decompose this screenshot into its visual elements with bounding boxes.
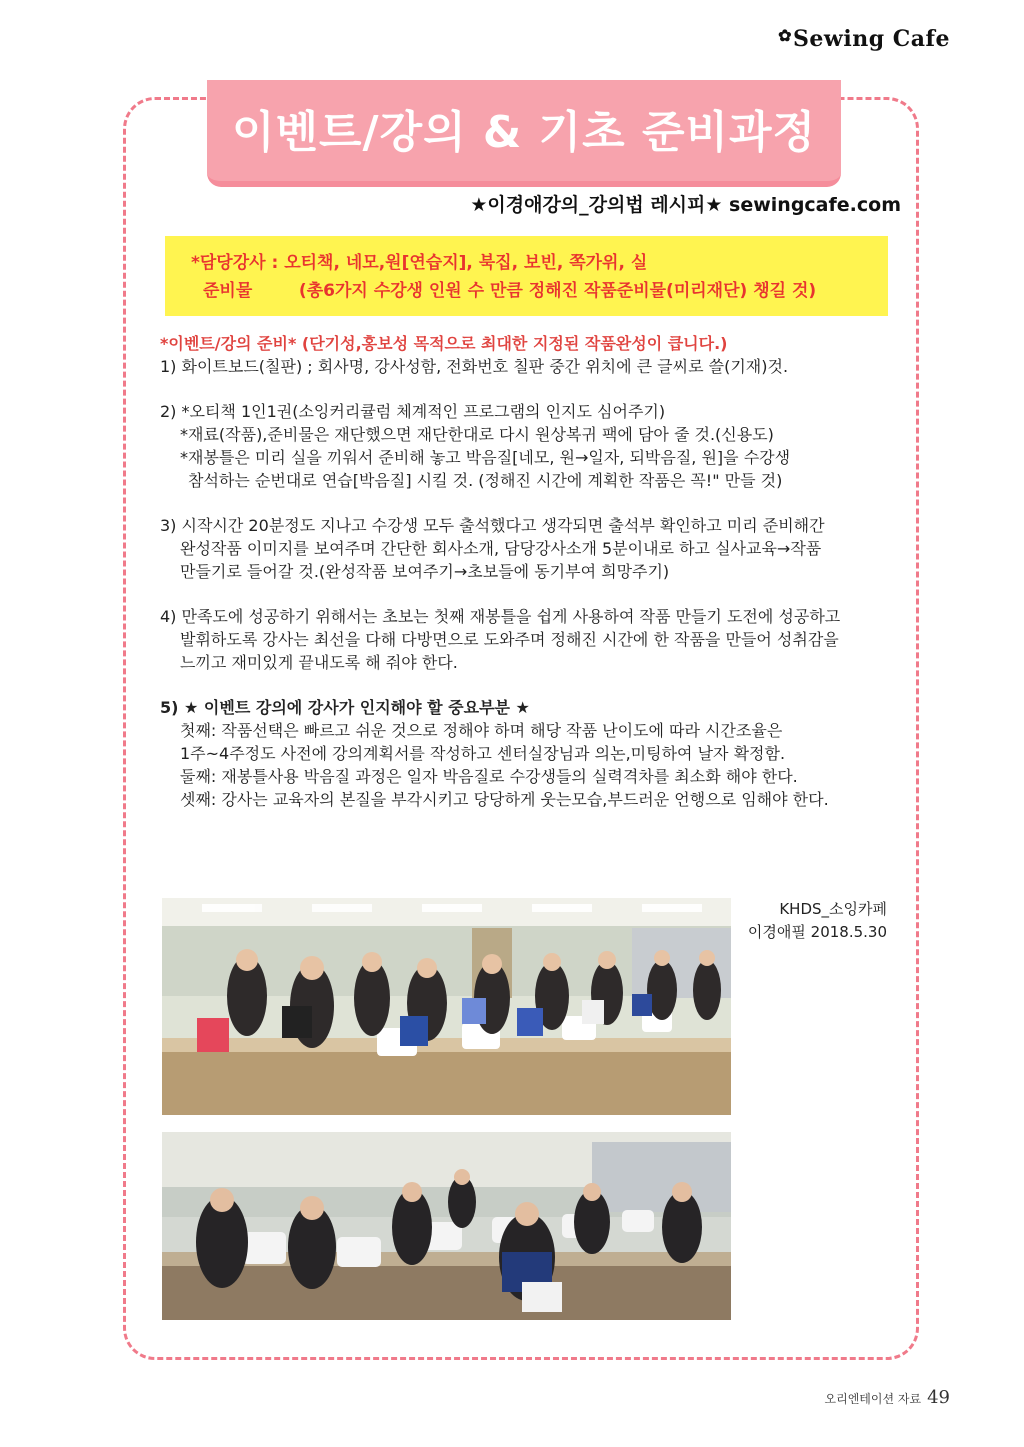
item-line: *재봉틀은 미리 실을 끼워서 준비해 놓고 박음질[네모, 원→일자, 되박음질, 원]을 수강생 [180,448,791,467]
page-number: 49 [927,1387,950,1408]
credit-date: 이경애필 2018.5.30 [747,923,887,941]
list-item-4 [160,605,890,674]
item-line: 발휘하도록 강사는 최선을 다해 다방면으로 도와주며 정해진 시간에 한 작품을 만들어 성취감을 [180,630,839,649]
item-line: 완성작품 이미지를 보여주며 간단한 회사소개, 담당강사소개 5분이내로 하고 실사교육→작품 [180,539,822,558]
item-line: 2) *오티책 1인1권(소잉커리큘럼 체계적인 프로그램의 인지도 심어주기) [160,402,666,421]
intro-line: *이벤트/강의 준비* (단기성,홍보성 목적으로 최대한 지정된 작품완성이 큽니다.) [160,334,728,353]
flower-icon: ✿ [778,26,793,45]
list-item-1 [160,355,890,378]
subtitle: ★이경애강의_강의법 레시피★ sewingcafe.com [470,194,901,216]
page-title: 이벤트/강의 & 기초 준비과정 [232,107,816,158]
item-line: *재료(작품),준비물은 재단했으면 재단한대로 다시 원상복귀 팩에 담아 줄 것.(신용도) [180,425,774,444]
class-photo-2 [162,1132,731,1320]
item-line: 둘째: 재봉틀사용 박음질 과정은 일자 박음질로 수강생들의 실력격차를 최소화 해야 한다. [180,767,798,786]
notice-row-1: *담당강사 : 오티책, 네모,원[연습지], 북집, 보빈, 쪽가위, 실 [191,253,648,273]
item-line: 3) 시작시간 20분정도 지나고 수강생 모두 출석했다고 생각되면 출석부 확인하고 미리 준비해간 [160,516,825,535]
item-heading: 5) ★ 이벤트 강의에 강사가 인지해야 할 중요부분 ★ [160,698,530,717]
footer-label: 오리엔테이션 자료 [824,1392,922,1406]
credits [748,898,887,944]
title-banner [207,80,841,187]
notice-row-2 [191,276,888,304]
item-line: 4) 만족도에 성공하기 위해서는 초보는 첫째 재봉틀을 쉽게 사용하여 작품 만들기 도전에 성공하고 [160,607,841,626]
list-item-2 [160,400,890,492]
brand-name: Sewing Cafe [793,26,950,52]
list-item-3 [160,514,890,583]
item-line: 첫째: 작품선택은 빠르고 쉬운 것으로 정해야 하며 해당 작품 난이도에 따라 시간조율은 [180,721,783,740]
notice-text: (총6가지 수강생 인원 수 만큼 정해진 작품준비물(미리재단) 챙길 것) [298,281,817,301]
notice-label: 준비물 [203,281,253,301]
item-line: 느끼고 재미있게 끝내도록 해 줘야 한다. [180,653,458,672]
item-line: 셋째: 강사는 교육자의 본질을 부각시키고 당당하게 웃는모습,부드러운 언행으로 임해야 한다. [180,790,829,809]
class-photo-1 [162,898,731,1115]
item-line: 만들기로 들어갈 것.(완성작품 보여주기→초보들에 동기부여 희망주기) [180,562,670,581]
list-item-5 [160,696,890,811]
main-content [160,332,890,833]
notice-box [165,236,888,316]
item-line: 1) 화이트보드(칠판) ; 회사명, 강사성함, 전화번호 칠판 중간 위치에 큰 글씨로 쓸(기재)것. [160,357,789,376]
item-line: 1주~4주정도 사전에 강의계획서를 작성하고 센터실장님과 의논,미팅하여 날자 확정함. [180,744,786,763]
brand-logo [778,26,950,52]
item-line: 참석하는 순번대로 연습[박음질] 시킬 것. (정해진 시간에 계획한 작품은 꼭!" 만들 것) [188,471,783,490]
page-footer [825,1387,950,1408]
credit-author: KHDS_소잉카페 [779,900,887,918]
